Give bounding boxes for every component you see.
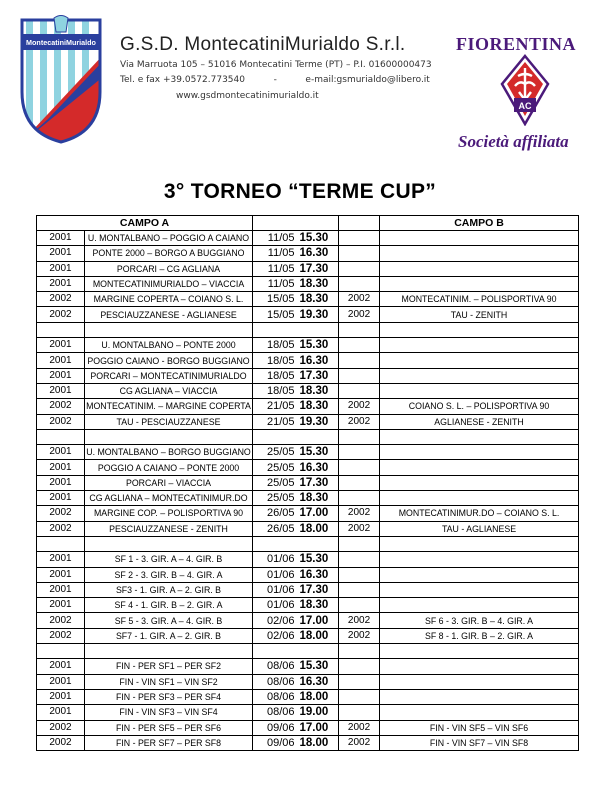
year-cell: 2001	[37, 491, 85, 506]
letterhead	[0, 0, 600, 165]
year-cell	[37, 429, 85, 444]
table-spacer-row	[37, 644, 579, 659]
year-b-cell: 2002	[339, 506, 380, 521]
table-row	[37, 246, 579, 261]
table-row	[37, 598, 579, 613]
date-cell: 11/05	[253, 231, 298, 246]
table-row	[37, 491, 579, 506]
year-cell: 2001	[37, 582, 85, 597]
page-title: 3° TORNEO “TERME CUP”	[163, 180, 437, 203]
match-b-cell	[380, 705, 579, 720]
time-cell: 17.30	[298, 475, 339, 490]
year-b-cell: 2002	[339, 735, 380, 750]
time-cell	[298, 429, 339, 444]
year-cell: 2001	[37, 338, 85, 353]
year-cell: 2001	[37, 445, 85, 460]
year-b-cell	[339, 460, 380, 475]
year-b-cell	[339, 322, 380, 337]
date-cell: 18/05	[253, 338, 298, 353]
date-cell: 08/06	[253, 659, 298, 674]
match-cell: POGGIO CAIANO - BORGO BUGGIANO	[85, 353, 253, 368]
table-row	[37, 689, 579, 704]
header-year-b-spacer	[339, 216, 380, 231]
date-cell: 18/05	[253, 383, 298, 398]
date-cell: 01/06	[253, 552, 298, 567]
match-b-cell: MONTECATINIM. – POLISPORTIVA 90	[380, 292, 579, 307]
match-cell: PESCIAUZZANESE - ZENITH	[85, 521, 253, 536]
year-cell: 2002	[37, 720, 85, 735]
table-row	[37, 353, 579, 368]
time-cell: 18.30	[298, 292, 339, 307]
table-row	[37, 567, 579, 582]
time-cell: 15.30	[298, 552, 339, 567]
time-cell: 15.30	[298, 445, 339, 460]
year-b-cell	[339, 689, 380, 704]
match-cell: FIN - PER SF1 – PER SF2	[85, 659, 253, 674]
table-row	[37, 552, 579, 567]
match-cell: FIN - VIN SF1 – VIN SF2	[85, 674, 253, 689]
match-cell: MARGINE COPERTA – COIANO S. L.	[85, 292, 253, 307]
table-row	[37, 521, 579, 536]
match-cell: SF 1 - 3. GIR. A – 4. GIR. B	[85, 552, 253, 567]
date-cell: 18/05	[253, 368, 298, 383]
year-cell: 2001	[37, 460, 85, 475]
table-header-row	[37, 216, 579, 231]
time-cell: 18.30	[298, 598, 339, 613]
year-cell: 2002	[37, 628, 85, 643]
table-row	[37, 506, 579, 521]
time-cell: 16.30	[298, 567, 339, 582]
date-cell	[253, 644, 298, 659]
match-b-cell	[380, 368, 579, 383]
match-cell	[85, 322, 253, 337]
year-cell: 2001	[37, 383, 85, 398]
time-cell: 16.30	[298, 353, 339, 368]
table-row	[37, 368, 579, 383]
match-b-cell	[380, 261, 579, 276]
time-cell	[298, 536, 339, 551]
time-cell: 17.00	[298, 613, 339, 628]
table-row	[37, 460, 579, 475]
year-b-cell	[339, 598, 380, 613]
table-row	[37, 276, 579, 291]
match-cell: SF3 - 1. GIR. A – 2. GIR. B	[85, 582, 253, 597]
date-cell	[253, 429, 298, 444]
match-cell: FIN - PER SF5 – PER SF6	[85, 720, 253, 735]
year-b-cell	[339, 552, 380, 567]
date-cell: 21/05	[253, 399, 298, 414]
year-b-cell: 2002	[339, 307, 380, 322]
time-cell: 17.30	[298, 582, 339, 597]
match-b-cell	[380, 582, 579, 597]
date-cell: 25/05	[253, 491, 298, 506]
year-cell: 2002	[37, 613, 85, 628]
match-cell: PONTE 2000 – BORGO A BUGGIANO	[85, 246, 253, 261]
year-cell: 2001	[37, 276, 85, 291]
header-campo-a: CAMPO A	[37, 216, 253, 231]
year-b-cell	[339, 383, 380, 398]
org-name: G.S.D. MontecatiniMurialdo S.r.l.	[120, 34, 406, 55]
match-b-cell	[380, 322, 579, 337]
year-cell: 2002	[37, 521, 85, 536]
table-row	[37, 338, 579, 353]
affiliate-subtitle: Società affiliata	[458, 132, 569, 151]
year-cell: 2002	[37, 506, 85, 521]
schedule-table	[36, 215, 579, 751]
year-cell	[37, 322, 85, 337]
match-b-cell	[380, 246, 579, 261]
year-cell: 2002	[37, 735, 85, 750]
table-spacer-row	[37, 322, 579, 337]
table-row	[37, 231, 579, 246]
match-b-cell: MONTECATINIMUR.DO – COIANO S. L.	[380, 506, 579, 521]
year-b-cell	[339, 674, 380, 689]
date-cell: 09/06	[253, 720, 298, 735]
time-cell: 18.30	[298, 383, 339, 398]
year-b-cell: 2002	[339, 292, 380, 307]
date-cell	[253, 322, 298, 337]
match-b-cell	[380, 567, 579, 582]
date-cell: 25/05	[253, 460, 298, 475]
date-cell: 02/06	[253, 613, 298, 628]
fiorentina-crest-icon	[500, 54, 550, 126]
time-cell: 15.30	[298, 231, 339, 246]
match-cell: CG AGLIANA – VIACCIA	[85, 383, 253, 398]
match-b-cell	[380, 383, 579, 398]
match-cell: U. MONTALBANO – PONTE 2000	[85, 338, 253, 353]
time-cell: 15.30	[298, 338, 339, 353]
date-cell	[253, 536, 298, 551]
match-cell: SF7 - 1. GIR. A – 2. GIR. B	[85, 628, 253, 643]
match-cell: MARGINE COP. – POLISPORTIVA 90	[85, 506, 253, 521]
table-row	[37, 674, 579, 689]
match-b-cell	[380, 460, 579, 475]
time-cell: 18.00	[298, 689, 339, 704]
time-cell: 18.00	[298, 628, 339, 643]
match-cell: SF 5 - 3. GIR. A – 4. GIR. B	[85, 613, 253, 628]
year-cell: 2001	[37, 659, 85, 674]
match-cell: PORCARI – MONTECATINIMURIALDO	[85, 368, 253, 383]
table-spacer-row	[37, 429, 579, 444]
year-cell: 2001	[37, 705, 85, 720]
match-b-cell: FIN - VIN SF7 – VIN SF8	[380, 735, 579, 750]
time-cell: 19.00	[298, 705, 339, 720]
year-cell: 2001	[37, 368, 85, 383]
table-row	[37, 613, 579, 628]
year-b-cell	[339, 567, 380, 582]
date-cell: 01/06	[253, 598, 298, 613]
date-cell: 08/06	[253, 674, 298, 689]
year-b-cell	[339, 582, 380, 597]
match-cell: PESCIAUZZANESE - AGLIANESE	[85, 307, 253, 322]
club-logo-text: MontecatiniMurialdo	[26, 38, 96, 47]
match-cell: SF 2 - 3. GIR. B – 4. GIR. A	[85, 567, 253, 582]
date-cell: 01/06	[253, 567, 298, 582]
table-row	[37, 292, 579, 307]
match-cell: CG AGLIANA – MONTECATINIMUR.DO	[85, 491, 253, 506]
year-b-cell	[339, 429, 380, 444]
time-cell: 18.30	[298, 491, 339, 506]
date-cell: 01/06	[253, 582, 298, 597]
date-cell: 26/05	[253, 506, 298, 521]
year-b-cell	[339, 644, 380, 659]
match-b-cell	[380, 475, 579, 490]
date-cell: 11/05	[253, 276, 298, 291]
year-cell: 2001	[37, 246, 85, 261]
match-b-cell: AGLIANESE - ZENITH	[380, 414, 579, 429]
fiorentina-crest-text: AC	[518, 101, 532, 111]
time-cell: 18.00	[298, 521, 339, 536]
year-b-cell	[339, 659, 380, 674]
org-contacts: Tel. e fax +39.0572.773540 - e-mail:gsmurialdo@libero.it	[120, 75, 430, 85]
match-cell: TAU - PESCIAUZZANESE	[85, 414, 253, 429]
year-b-cell	[339, 368, 380, 383]
match-cell: U. MONTALBANO – POGGIO A CAIANO	[85, 231, 253, 246]
header-campo-b: CAMPO B	[380, 216, 579, 231]
date-cell: 15/05	[253, 307, 298, 322]
match-b-cell	[380, 353, 579, 368]
date-cell: 26/05	[253, 521, 298, 536]
year-b-cell	[339, 246, 380, 261]
year-cell: 2001	[37, 674, 85, 689]
table-row	[37, 445, 579, 460]
match-cell: FIN - PER SF7 – PER SF8	[85, 735, 253, 750]
time-cell: 17.30	[298, 261, 339, 276]
match-cell: POGGIO A CAIANO – PONTE 2000	[85, 460, 253, 475]
year-b-cell	[339, 261, 380, 276]
time-cell: 17.00	[298, 720, 339, 735]
year-cell: 2001	[37, 353, 85, 368]
time-cell: 18.30	[298, 276, 339, 291]
time-cell	[298, 644, 339, 659]
date-cell: 21/05	[253, 414, 298, 429]
match-cell: FIN - VIN SF3 – VIN SF4	[85, 705, 253, 720]
time-cell	[298, 322, 339, 337]
year-b-cell: 2002	[339, 720, 380, 735]
year-b-cell	[339, 353, 380, 368]
year-b-cell: 2002	[339, 399, 380, 414]
year-b-cell: 2002	[339, 628, 380, 643]
match-b-cell: FIN - VIN SF5 – VIN SF6	[380, 720, 579, 735]
year-cell: 2002	[37, 399, 85, 414]
year-cell: 2002	[37, 292, 85, 307]
match-b-cell: COIANO S. L. – POLISPORTIVA 90	[380, 399, 579, 414]
time-cell: 17.30	[298, 368, 339, 383]
time-cell: 16.30	[298, 246, 339, 261]
match-cell: MONTECATINIM. – MARGINE COPERTA	[85, 399, 253, 414]
match-b-cell	[380, 491, 579, 506]
match-cell: SF 4 - 1. GIR. B – 2. GIR. A	[85, 598, 253, 613]
year-cell: 2001	[37, 598, 85, 613]
year-cell: 2001	[37, 231, 85, 246]
year-cell: 2001	[37, 475, 85, 490]
time-cell: 18.00	[298, 735, 339, 750]
club-logo-shield-icon	[18, 14, 104, 146]
year-b-cell	[339, 231, 380, 246]
year-b-cell: 2002	[339, 414, 380, 429]
match-cell: U. MONTALBANO – BORGO BUGGIANO	[85, 445, 253, 460]
year-b-cell	[339, 536, 380, 551]
date-cell: 11/05	[253, 261, 298, 276]
time-cell: 16.30	[298, 460, 339, 475]
match-b-cell	[380, 689, 579, 704]
year-cell: 2002	[37, 307, 85, 322]
table-row	[37, 383, 579, 398]
year-b-cell	[339, 705, 380, 720]
match-b-cell	[380, 429, 579, 444]
year-cell	[37, 644, 85, 659]
match-cell	[85, 536, 253, 551]
date-cell: 08/06	[253, 689, 298, 704]
table-row	[37, 628, 579, 643]
table-row	[37, 475, 579, 490]
time-cell: 19.30	[298, 307, 339, 322]
match-b-cell	[380, 598, 579, 613]
table-spacer-row	[37, 536, 579, 551]
date-cell: 02/06	[253, 628, 298, 643]
match-b-cell	[380, 644, 579, 659]
match-cell	[85, 644, 253, 659]
match-b-cell	[380, 338, 579, 353]
match-cell: PORCARI – CG AGLIANA	[85, 261, 253, 276]
time-cell: 17.00	[298, 506, 339, 521]
table-row	[37, 735, 579, 750]
year-b-cell	[339, 276, 380, 291]
time-cell: 16.30	[298, 674, 339, 689]
match-cell	[85, 429, 253, 444]
match-cell: MONTECATINIMURIALDO – VIACCIA	[85, 276, 253, 291]
table-row	[37, 399, 579, 414]
time-cell: 15.30	[298, 659, 339, 674]
year-b-cell	[339, 445, 380, 460]
match-b-cell: TAU - ZENITH	[380, 307, 579, 322]
match-b-cell	[380, 552, 579, 567]
year-b-cell	[339, 475, 380, 490]
time-cell: 18.30	[298, 399, 339, 414]
date-cell: 09/06	[253, 735, 298, 750]
year-b-cell: 2002	[339, 613, 380, 628]
match-b-cell	[380, 674, 579, 689]
table-row	[37, 659, 579, 674]
time-cell: 19.30	[298, 414, 339, 429]
match-b-cell	[380, 445, 579, 460]
header-time-spacer	[253, 216, 339, 231]
match-cell: FIN - PER SF3 – PER SF4	[85, 689, 253, 704]
table-row	[37, 720, 579, 735]
date-cell: 25/05	[253, 475, 298, 490]
table-row	[37, 705, 579, 720]
date-cell: 15/05	[253, 292, 298, 307]
date-cell: 11/05	[253, 246, 298, 261]
match-b-cell	[380, 231, 579, 246]
year-cell: 2001	[37, 261, 85, 276]
match-b-cell: TAU - AGLIANESE	[380, 521, 579, 536]
table-row	[37, 307, 579, 322]
date-cell: 25/05	[253, 445, 298, 460]
table-row	[37, 261, 579, 276]
match-b-cell	[380, 536, 579, 551]
date-cell: 18/05	[253, 353, 298, 368]
table-row	[37, 582, 579, 597]
year-cell: 2002	[37, 414, 85, 429]
match-b-cell	[380, 659, 579, 674]
year-cell: 2001	[37, 689, 85, 704]
match-b-cell: SF 8 - 1. GIR. B – 2. GIR. A	[380, 628, 579, 643]
year-cell	[37, 536, 85, 551]
affiliate-title: FIORENTINA	[456, 34, 577, 54]
date-cell: 08/06	[253, 705, 298, 720]
year-b-cell	[339, 338, 380, 353]
match-b-cell	[380, 276, 579, 291]
table-row	[37, 414, 579, 429]
year-cell: 2001	[37, 552, 85, 567]
match-b-cell: SF 6 - 3. GIR. B – 4. GIR. A	[380, 613, 579, 628]
match-cell: PORCARI – VIACCIA	[85, 475, 253, 490]
year-cell: 2001	[37, 567, 85, 582]
year-b-cell	[339, 491, 380, 506]
year-b-cell: 2002	[339, 521, 380, 536]
org-address: Via Marruota 105 – 51016 Montecatini Terme (PT) – P.I. 01600000473	[120, 60, 432, 70]
org-website: www.gsdmontecatinimurialdo.it	[176, 91, 319, 101]
